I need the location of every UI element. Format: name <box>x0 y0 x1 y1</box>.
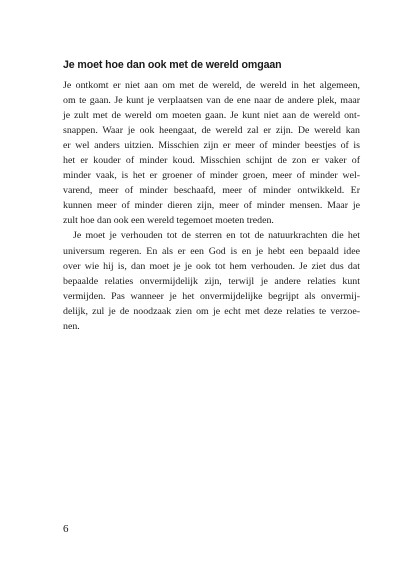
text-line: er wel anders uitzien. Misschien zijn er meer of minder beestjes of is <box>63 140 360 152</box>
text-line: over wie hij is, dan moet je je ook tot hem verhouden. Je ziet dus dat <box>63 260 360 272</box>
text-line: universum regeren. En als er een God is en je hebt een bepaald idee <box>63 245 360 257</box>
text-line: nen. <box>63 320 80 332</box>
text-line: varend, meer of minder beschaafd, meer of minder ontwikkeld. Er <box>63 185 360 197</box>
text-line: zult hoe dan ook een wereld tegemoet moeten treden. <box>63 215 274 227</box>
text-line: Je moet je verhouden tot de sterren en tot de natuurkrachten die het <box>73 230 360 242</box>
section-heading: Je moet hoe dan ook met de wereld omgaan <box>63 59 282 71</box>
text-line: bepaalde relaties onvermijdelijk zijn, terwijl je andere relaties kunt <box>63 275 360 287</box>
text-line: snappen. Waar je ook heengaat, de wereld zal er zijn. De wereld kan <box>63 125 360 137</box>
body-text <box>63 78 360 334</box>
text-line: minder vaak, is het er groener of minder groen, meer of minder wel- <box>63 170 360 182</box>
text-line: je zult met de wereld om moeten gaan. Je kunt niet aan de wereld ont- <box>63 110 360 122</box>
text-line: Je ontkomt er niet aan om met de wereld, de wereld in het algemeen, <box>63 80 360 91</box>
text-line: vermijden. Pas wanneer je het onvermijdelijke begrijpt als onvermij- <box>63 290 360 302</box>
text-line: om te gaan. Je kunt je verplaatsen van de ene naar de andere plek, maar <box>63 95 360 107</box>
text-line: het er kouder of minder koud. Misschien schijnt de zon er vaker of <box>63 155 360 167</box>
page-number: 6 <box>63 523 69 535</box>
text-line: kunnen meer of minder dieren zijn, meer of minder mensen. Maar je <box>63 200 360 212</box>
text-line: delijk, zul je de noodzaak zien om je echt met deze relaties te verzoe- <box>63 305 360 317</box>
